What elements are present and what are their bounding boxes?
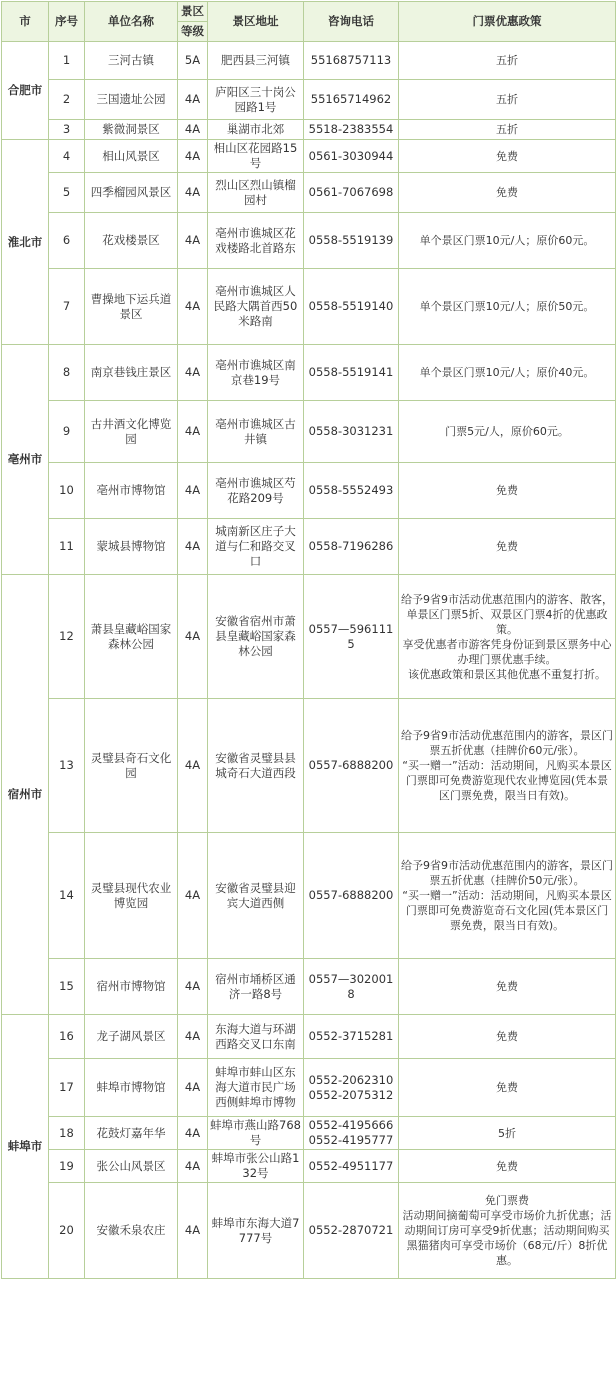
address-cell: 蚌埠市蚌山区东海大道市民广场西侧蚌埠市博物 [208, 1059, 304, 1117]
policy-line: 免费 [496, 1159, 518, 1173]
table-row [2, 140, 616, 173]
grade-cell: 4A [178, 1059, 208, 1117]
name-cell: 龙子湖风景区 [85, 1015, 178, 1059]
phone-cell [304, 80, 399, 120]
grade-cell: 4A [178, 833, 208, 959]
phone-cell [304, 1117, 399, 1150]
table-row [2, 1059, 616, 1117]
name-cell: 四季榴园风景区 [85, 173, 178, 213]
phone-number: 0557—5961115 [308, 621, 394, 651]
phone-number: 0552-2870721 [308, 1223, 394, 1237]
address-cell: 亳州市谯城区古井镇 [208, 401, 304, 463]
phone-cell [304, 213, 399, 269]
policy-line: 免费 [496, 484, 518, 497]
policy-cell [399, 269, 616, 345]
policy-line: 免费 [496, 149, 518, 163]
policy-cell [399, 833, 616, 959]
policy-cell [399, 463, 616, 519]
policy-cell [399, 1015, 616, 1059]
no-cell: 4 [49, 140, 85, 173]
no-cell: 12 [49, 575, 85, 699]
policy-cell [399, 173, 616, 213]
no-cell: 1 [49, 42, 85, 80]
no-cell: 14 [49, 833, 85, 959]
phone-number: 0557-6888200 [308, 888, 394, 902]
address-cell: 亳州市谯城区花戏楼路北首路东 [208, 213, 304, 269]
policy-cell [399, 80, 616, 120]
no-cell: 20 [49, 1183, 85, 1279]
phone-number: 55168757113 [310, 53, 392, 67]
policy-line: 单个景区门票10元/人；原价60元。 [419, 234, 595, 247]
grade-cell: 4A [178, 575, 208, 699]
name-cell: 安徽禾泉农庄 [85, 1183, 178, 1279]
grade-cell: 4A [178, 120, 208, 140]
policy-line: 免费 [496, 186, 518, 199]
phone-number: 0561-3030944 [308, 148, 394, 163]
policy-line: “买一赠一”活动：活动期间，凡购买本景区门票即可免费游览奇石文化园(凭本景区门票免费，限当日有效)。 [402, 889, 612, 932]
name-cell: 紫微洞景区 [85, 120, 178, 140]
name-cell: 古井酒文化博览园 [85, 401, 178, 463]
policy-line: 给予9省9市活动优惠范围内的游客，景区门票五折优惠（挂牌价60元/张）。 [401, 729, 613, 757]
address-cell: 宿州市埇桥区通济一路8号 [208, 959, 304, 1015]
grade-cell: 5A [178, 42, 208, 80]
policy-line: 门票5元/人，原价60元。 [445, 425, 569, 438]
no-cell: 17 [49, 1059, 85, 1117]
table-row [2, 213, 616, 269]
table-row [2, 463, 616, 519]
city-cell: 蚌埠市 [2, 1015, 49, 1279]
header-row [2, 2, 616, 22]
policy-line: 免费 [496, 1030, 518, 1043]
address-cell: 相山区花园路15号 [208, 140, 304, 173]
phone-cell [304, 519, 399, 575]
policy-line: 五折 [496, 54, 518, 67]
address-cell: 城南新区庄子大道与仁和路交叉口 [208, 519, 304, 575]
policy-line: 5折 [498, 1126, 516, 1140]
grade-cell: 4A [178, 519, 208, 575]
table-row [2, 173, 616, 213]
policy-cell [399, 575, 616, 699]
policy-cell [399, 1183, 616, 1279]
col-header-grade-bottom: 等级 [178, 22, 208, 42]
address-cell: 亳州市谯城区芍花路209号 [208, 463, 304, 519]
table-row [2, 42, 616, 80]
col-header-no: 序号 [49, 2, 85, 42]
phone-cell [304, 699, 399, 833]
policy-line: 单个景区门票10元/人；原价50元。 [419, 300, 595, 313]
grade-cell: 4A [178, 1015, 208, 1059]
phone-number: 0558-7196286 [308, 539, 394, 553]
address-cell: 安徽省灵璧县迎宾大道西侧 [208, 833, 304, 959]
policy-cell [399, 42, 616, 80]
phone-cell [304, 401, 399, 463]
grade-cell: 4A [178, 401, 208, 463]
policy-line: 单个景区门票10元/人；原价40元。 [419, 366, 595, 379]
policy-cell [399, 519, 616, 575]
phone-number: 0558-5552493 [308, 483, 394, 497]
phone-number: 0552-2075312 [308, 1087, 394, 1102]
table-row [2, 1150, 616, 1183]
policy-line: 免费 [496, 540, 518, 553]
phone-cell [304, 1150, 399, 1183]
table-row [2, 1183, 616, 1279]
policy-cell [399, 213, 616, 269]
address-cell: 亳州市谯城区南京巷19号 [208, 345, 304, 401]
address-cell: 安徽省宿州市萧县皇藏峪国家森林公园 [208, 575, 304, 699]
no-cell: 3 [49, 120, 85, 140]
city-cell: 宿州市 [2, 575, 49, 1015]
no-cell: 5 [49, 173, 85, 213]
name-cell: 三国遗址公园 [85, 80, 178, 120]
address-cell: 蚌埠市张公山路132号 [208, 1150, 304, 1183]
phone-cell [304, 173, 399, 213]
name-cell: 灵璧县现代农业博览园 [85, 833, 178, 959]
grade-cell: 4A [178, 1117, 208, 1150]
table-row [2, 699, 616, 833]
address-cell: 巢湖市北郊 [208, 120, 304, 140]
table-row [2, 1015, 616, 1059]
name-cell: 宿州市博物馆 [85, 959, 178, 1015]
phone-number: 0557—3020018 [308, 971, 394, 1001]
grade-cell: 4A [178, 140, 208, 173]
phone-number: 0552-4951177 [308, 1158, 394, 1173]
table-row [2, 401, 616, 463]
no-cell: 10 [49, 463, 85, 519]
policy-cell [399, 1117, 616, 1150]
table-row [2, 575, 616, 699]
no-cell: 2 [49, 80, 85, 120]
phone-cell [304, 140, 399, 173]
grade-cell: 4A [178, 463, 208, 519]
no-cell: 19 [49, 1150, 85, 1183]
policy-line: 免门票费 [485, 1194, 529, 1207]
grade-cell: 4A [178, 1183, 208, 1279]
phone-number: 0552-4195777 [308, 1133, 394, 1147]
table-row [2, 959, 616, 1015]
no-cell: 9 [49, 401, 85, 463]
phone-number: 0552-2062310 [308, 1072, 394, 1087]
no-cell: 6 [49, 213, 85, 269]
name-cell: 灵璧县奇石文化园 [85, 699, 178, 833]
phone-cell [304, 959, 399, 1015]
phone-number: 0558-5519141 [308, 365, 394, 379]
name-cell: 三河古镇 [85, 42, 178, 80]
phone-number: 0552-3715281 [308, 1029, 394, 1043]
name-cell: 相山风景区 [85, 140, 178, 173]
grade-cell: 4A [178, 173, 208, 213]
phone-cell [304, 1183, 399, 1279]
table-row [2, 1117, 616, 1150]
col-header-address: 景区地址 [208, 2, 304, 42]
phone-number: 0558-5519139 [308, 233, 394, 247]
name-cell: 花鼓灯嘉年华 [85, 1117, 178, 1150]
city-cell: 合肥市 [2, 42, 49, 140]
policy-line: 免费 [496, 1081, 518, 1094]
name-cell: 南京巷钱庄景区 [85, 345, 178, 401]
phone-cell [304, 345, 399, 401]
phone-cell [304, 1015, 399, 1059]
phone-number: 0561-7067698 [308, 185, 394, 199]
table-row [2, 833, 616, 959]
table-row [2, 120, 616, 140]
no-cell: 7 [49, 269, 85, 345]
policy-cell [399, 959, 616, 1015]
phone-cell [304, 269, 399, 345]
scenic-discount-table [1, 1, 616, 1279]
table-row [2, 269, 616, 345]
address-cell: 蚌埠市燕山路768号 [208, 1117, 304, 1150]
no-cell: 13 [49, 699, 85, 833]
phone-number: 0558-3031231 [308, 424, 394, 438]
no-cell: 18 [49, 1117, 85, 1150]
name-cell: 张公山风景区 [85, 1150, 178, 1183]
name-cell: 花戏楼景区 [85, 213, 178, 269]
name-cell: 蒙城县博物馆 [85, 519, 178, 575]
policy-cell [399, 140, 616, 173]
table-row [2, 80, 616, 120]
phone-cell [304, 42, 399, 80]
policy-cell [399, 699, 616, 833]
name-cell: 萧县皇藏峪国家森林公园 [85, 575, 178, 699]
policy-line: “买一赠一”活动：活动期间，凡购买本景区门票即可免费游览现代农业博览园(凭本景区门票免费，限当日有效)。 [402, 759, 612, 802]
phone-cell [304, 1059, 399, 1117]
name-cell: 曹操地下运兵道景区 [85, 269, 178, 345]
policy-line: 五折 [496, 123, 518, 136]
phone-cell [304, 120, 399, 140]
table-row [2, 519, 616, 575]
policy-cell [399, 401, 616, 463]
policy-line: 给予9省9市活动优惠范围内的游客、散客，单景区门票5折、双景区门票4折的优惠政策。 [401, 592, 613, 636]
address-cell: 安徽省灵璧县县城奇石大道西段 [208, 699, 304, 833]
grade-cell: 4A [178, 1150, 208, 1183]
phone-number: 0558-5519140 [308, 299, 394, 313]
grade-cell: 4A [178, 269, 208, 345]
col-header-policy: 门票优惠政策 [399, 2, 616, 42]
address-cell: 肥西县三河镇 [208, 42, 304, 80]
grade-cell: 4A [178, 213, 208, 269]
policy-cell [399, 1059, 616, 1117]
address-cell: 东海大道与环湖西路交叉口东南 [208, 1015, 304, 1059]
grade-cell: 4A [178, 959, 208, 1015]
col-header-name: 单位名称 [85, 2, 178, 42]
phone-cell [304, 833, 399, 959]
phone-number: 0557-6888200 [308, 758, 394, 772]
grade-cell: 4A [178, 345, 208, 401]
grade-cell: 4A [178, 80, 208, 120]
name-cell: 蚌埠市博物馆 [85, 1059, 178, 1117]
name-cell: 亳州市博物馆 [85, 463, 178, 519]
phone-number: 55165714962 [310, 92, 392, 106]
policy-cell [399, 120, 616, 140]
address-cell: 亳州市谯城区人民路大隅首西50米路南 [208, 269, 304, 345]
policy-line: 活动期间摘葡萄可享受市场价九折优惠；活动期间订房可享受9折优惠；活动期间购买黑猫猪肉可享受市场价（68元/斤）8折优惠。 [402, 1209, 612, 1267]
policy-cell [399, 345, 616, 401]
policy-line: 给予9省9市活动优惠范围内的游客，景区门票五折优惠（挂牌价50元/张）。 [401, 859, 613, 887]
col-header-grade-top: 景区 [178, 2, 208, 22]
policy-line: 享受优惠者市游客凭身份证到景区票务中心办理门票优惠手续。 [402, 637, 612, 666]
phone-number: 5518-2383554 [308, 122, 394, 136]
address-cell: 烈山区烈山镇榴园村 [208, 173, 304, 213]
no-cell: 11 [49, 519, 85, 575]
phone-number: 0552-4195666 [308, 1118, 394, 1132]
policy-line: 五折 [496, 93, 518, 106]
phone-cell [304, 463, 399, 519]
policy-line: 免费 [496, 980, 518, 993]
table-row [2, 345, 616, 401]
no-cell: 16 [49, 1015, 85, 1059]
policy-cell [399, 1150, 616, 1183]
grade-cell: 4A [178, 699, 208, 833]
city-cell: 亳州市 [2, 345, 49, 575]
col-header-city: 市 [2, 2, 49, 42]
address-cell: 蚌埠市东海大道7777号 [208, 1183, 304, 1279]
no-cell: 15 [49, 959, 85, 1015]
address-cell: 庐阳区三十岗公园路1号 [208, 80, 304, 120]
city-cell: 淮北市 [2, 140, 49, 345]
col-header-phone: 咨询电话 [304, 2, 399, 42]
no-cell: 8 [49, 345, 85, 401]
policy-line: 该优惠政策和景区其他优惠不重复打折。 [408, 667, 606, 681]
phone-cell [304, 575, 399, 699]
